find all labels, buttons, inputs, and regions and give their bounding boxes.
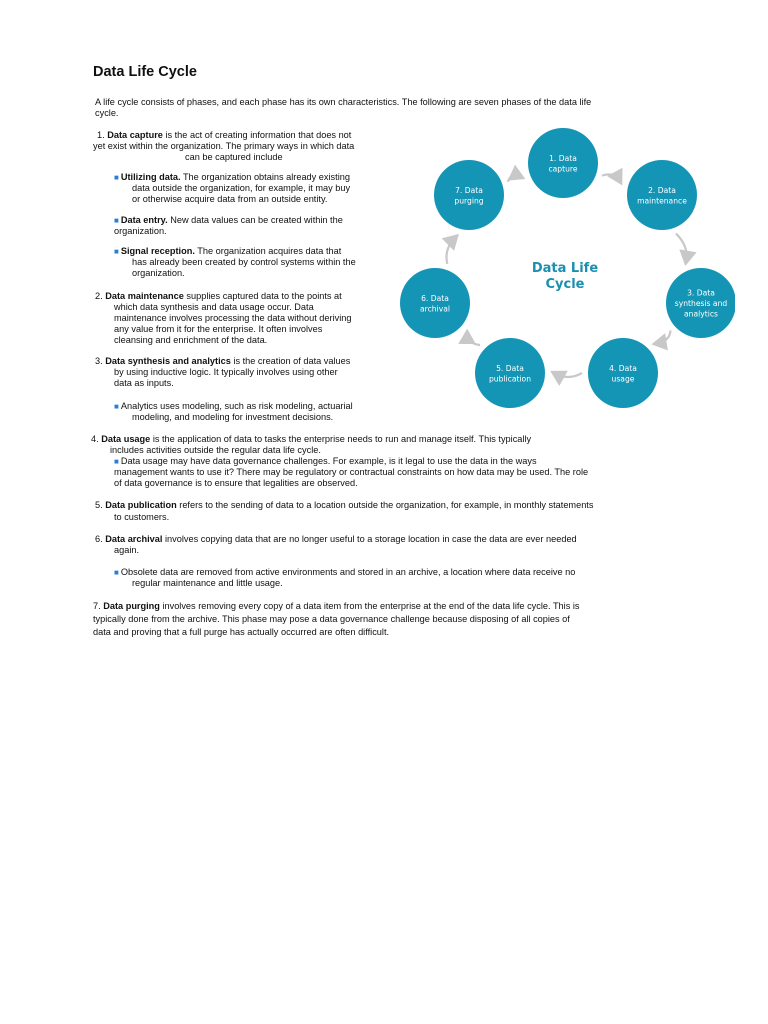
phase-5-text-1: refers to the sending of data to a location outside the organization, for example, in monthly statements bbox=[176, 500, 594, 510]
phase-7-line-3: data and proving that a full purge has actually occurred are often difficult. bbox=[93, 627, 390, 637]
phase-3-number: 3. bbox=[95, 356, 103, 366]
phase-4-number: 4. bbox=[91, 434, 99, 444]
cycle-arrow bbox=[676, 234, 687, 262]
bullet-utilizing-line-3: or otherwise acquire data from an outside entity. bbox=[132, 194, 328, 204]
bullet-entry-text-1: New data values can be created within the bbox=[167, 215, 343, 225]
cycle-arrow bbox=[602, 174, 620, 181]
bullet-utilizing-term: Utilizing data. bbox=[120, 172, 181, 182]
bullet-signal-line-1 bbox=[114, 246, 341, 257]
bullet-utilizing-line-2: data outside the organization, for example, it may buy bbox=[132, 183, 351, 193]
phase-5-number: 5. bbox=[95, 500, 103, 510]
phase-3-line-1 bbox=[95, 356, 350, 367]
phase-2-line-5: cleansing and enrichment of the data. bbox=[114, 335, 268, 345]
phase-node-6 bbox=[400, 268, 470, 338]
phase-6-number: 6. bbox=[95, 534, 103, 544]
phase-node-circle bbox=[627, 160, 697, 230]
phase-2-line-2: which data synthesis and data usage occur. Data bbox=[114, 302, 314, 312]
phase-7-text-1: involves removing every copy of a data item from the enterprise at the end of the data life cycle. This is bbox=[159, 601, 580, 611]
phase-5-line-1 bbox=[95, 500, 593, 511]
phase-3-term: Data synthesis and analytics bbox=[105, 356, 231, 366]
bullet-archive-line-2: regular maintenance and little usage. bbox=[132, 578, 283, 588]
phase-node-circle bbox=[588, 338, 658, 408]
phase-node-circle bbox=[434, 160, 504, 230]
bullet-square-icon: ■ bbox=[114, 568, 119, 577]
phase-2-line-3: maintenance involves processing the data without deriving bbox=[114, 313, 352, 323]
cycle-arrow bbox=[656, 330, 671, 343]
bullet-archive-text-1: Obsolete data are removed from active environments and stored in an archive, a location where data receive no bbox=[120, 567, 576, 577]
phase-node-3 bbox=[666, 268, 735, 338]
bullet-square-icon: ■ bbox=[114, 247, 119, 256]
cycle-arrow bbox=[446, 237, 455, 264]
data-life-cycle-diagram bbox=[395, 125, 735, 415]
phase-5-line-2: to customers. bbox=[114, 512, 170, 522]
phase-node-label: synthesis and bbox=[674, 299, 728, 308]
bullet-signal-line-3: organization. bbox=[132, 268, 185, 278]
phase-node-circle bbox=[475, 338, 545, 408]
page-title: Data Life Cycle bbox=[93, 64, 197, 80]
bullet-analytics-line-2: modeling, and modeling for investment decisions. bbox=[132, 412, 334, 422]
bullet-utilizing-text-1: The organization obtains already existing bbox=[180, 172, 350, 182]
bullet-square-icon: ■ bbox=[114, 402, 119, 411]
phase-3-line-2: by using inductive logic. It typically involves using other bbox=[114, 367, 338, 377]
bullet-square-icon: ■ bbox=[114, 216, 119, 225]
phase-1-line-1 bbox=[97, 130, 351, 141]
phase-4-term: Data usage bbox=[101, 434, 151, 444]
phase-6-line-1 bbox=[95, 534, 577, 545]
phase-node-label: 1. Data bbox=[549, 153, 577, 163]
phase-2-line-1 bbox=[95, 291, 342, 302]
phase-node-label: usage bbox=[611, 374, 635, 384]
phase-1-number: 1. bbox=[97, 130, 105, 140]
bullet-square-icon: ■ bbox=[114, 457, 119, 466]
phase-4-line-2: includes activities outside the regular data life cycle. bbox=[110, 445, 321, 455]
phase-1-term: Data capture bbox=[107, 130, 163, 140]
phase-1-text-1: is the act of creating information that does not bbox=[162, 130, 352, 140]
phase-2-line-4: any value from it for the enterprise. It often involves bbox=[114, 324, 323, 334]
phase-3-text-1: is the creation of data values bbox=[230, 356, 351, 366]
phase-node-label: 4. Data bbox=[609, 363, 637, 373]
intro-line-2: cycle. bbox=[95, 108, 119, 118]
bullet-square-icon: ■ bbox=[114, 173, 119, 182]
phase-node-label: analytics bbox=[684, 309, 718, 319]
phase-node-label: capture bbox=[548, 164, 578, 174]
bullet-signal-text-1: The organization acquires data that bbox=[194, 246, 342, 256]
bullet-utilizing-line-1 bbox=[114, 172, 350, 183]
phase-2-text-1: supplies captured data to the points at bbox=[183, 291, 342, 301]
bullet-entry-line-2: organization. bbox=[114, 226, 167, 236]
bullet-signal-term: Signal reception. bbox=[120, 246, 195, 256]
bullet-entry-term: Data entry. bbox=[120, 215, 168, 225]
diagram-center-label-2: Cycle bbox=[545, 277, 585, 292]
phase-6-term: Data archival bbox=[105, 534, 163, 544]
bullet-archive-line-1 bbox=[114, 567, 575, 578]
phase-6-line-2: again. bbox=[114, 545, 140, 555]
bullet-usage-line-1 bbox=[114, 456, 537, 467]
phase-node-label: 3. Data bbox=[687, 288, 715, 298]
phase-node-2 bbox=[627, 160, 697, 230]
phase-4-text-1: is the application of data to tasks the enterprise needs to run and manage itself. This typically bbox=[150, 434, 532, 444]
phase-node-label: 7. Data bbox=[455, 185, 483, 195]
bullet-usage-line-2: management wants to use it? There may be regulatory or contractual constraints on how data may be used. The role bbox=[114, 467, 589, 477]
cycle-arrow bbox=[467, 333, 480, 345]
phase-7-line-1 bbox=[93, 601, 580, 612]
phase-node-label: publication bbox=[488, 374, 532, 384]
phase-1-line-3: can be captured include bbox=[185, 152, 283, 162]
phase-node-1 bbox=[528, 128, 598, 198]
phase-node-label: 6. Data bbox=[421, 293, 449, 303]
phase-node-label: archival bbox=[420, 304, 450, 314]
bullet-entry-line-1 bbox=[114, 215, 343, 226]
phase-7-term: Data purging bbox=[103, 601, 160, 611]
intro-line-1: A life cycle consists of phases, and each phase has its own characteristics. The following are seven phases of the data life bbox=[95, 97, 592, 107]
phase-6-text-1: involves copying data that are no longer useful to a storage location in case the data are ever needed bbox=[162, 534, 577, 544]
phase-2-number: 2. bbox=[95, 291, 103, 301]
cycle-arrow bbox=[554, 373, 582, 377]
bullet-signal-line-2: has already been created by control systems within the bbox=[132, 257, 356, 267]
phase-7-number: 7. bbox=[93, 601, 101, 611]
bullet-analytics-line-1 bbox=[114, 401, 353, 412]
phase-7-line-2: typically done from the archive. This phase may pose a data governance challenge because disposing of all copies of bbox=[93, 614, 570, 624]
phase-5-term: Data publication bbox=[105, 500, 177, 510]
bullet-analytics-text-1: Analytics uses modeling, such as risk modeling, actuarial bbox=[120, 401, 353, 411]
phase-2-term: Data maintenance bbox=[105, 291, 184, 301]
phase-node-label: maintenance bbox=[637, 196, 687, 206]
phase-node-5 bbox=[475, 338, 545, 408]
phase-node-4 bbox=[588, 338, 658, 408]
phase-node-circle bbox=[528, 128, 598, 198]
phase-3-line-3: data as inputs. bbox=[114, 378, 174, 388]
phase-4-line-1 bbox=[91, 434, 531, 445]
phase-node-label: 2. Data bbox=[648, 185, 676, 195]
diagram-center-label-1: Data Life bbox=[531, 261, 599, 276]
phase-node-circle bbox=[400, 268, 470, 338]
phase-node-7 bbox=[434, 160, 504, 230]
phase-node-label: 5. Data bbox=[496, 363, 524, 373]
phase-1-line-2: yet exist within the organization. The primary ways in which data bbox=[93, 141, 355, 151]
bullet-usage-line-3: of data governance is to ensure that legalities are observed. bbox=[114, 478, 358, 488]
cycle-arrow bbox=[508, 176, 522, 182]
bullet-usage-text-1: Data usage may have data governance challenges. For example, is it legal to use the data in the ways bbox=[120, 456, 537, 466]
phase-node-label: purging bbox=[454, 196, 484, 206]
